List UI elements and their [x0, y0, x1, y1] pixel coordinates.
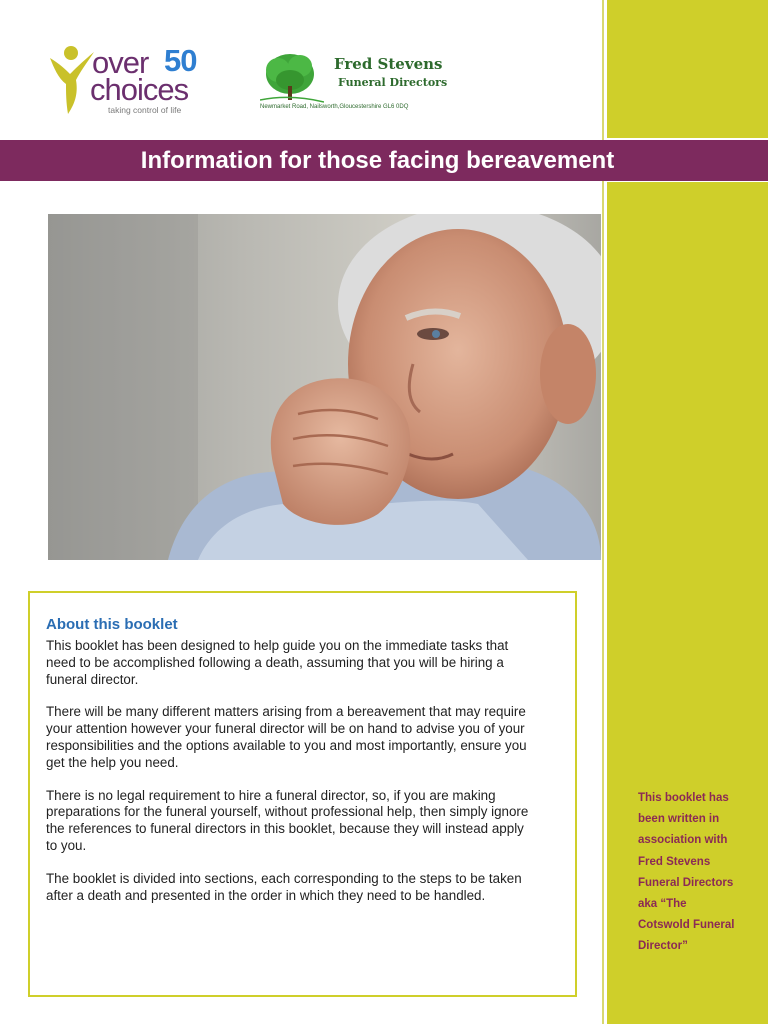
- logo-tagline: taking control of life: [108, 105, 182, 115]
- about-body: [46, 638, 536, 920]
- about-paragraph-3: There is no legal requirement to hire a funeral director, so, if you are making preparations for the funeral yourself, without professional help, then simply ignore the references to funeral directors in this booklet, because they will instead apply to you.: [46, 787, 529, 853]
- elderly-man-photo: [48, 214, 601, 560]
- about-paragraph-2: There will be many different matters arising from a bereavement that may require your attention however your funeral director will be on hand to advise you of your responsibilities and the options available to you and most importantly, ensure you get the help you need.: [46, 704, 527, 770]
- about-paragraph-4: The booklet is divided into sections, each corresponding to the steps to be taken after a death and presented in the order in which they need to be handled.: [46, 870, 522, 903]
- about-heading: About this booklet: [46, 616, 178, 633]
- sidebar-association-note: This booklet has been written in association with Fred Stevens Funeral Directors aka “The Cotswold Funeral Director”: [638, 792, 735, 953]
- fred-stevens-name: Fred Stevens: [334, 55, 443, 73]
- page-title: Information for those facing bereavement: [140, 147, 615, 174]
- logo-word-over: over: [92, 45, 149, 80]
- logo-number: 50: [164, 43, 197, 78]
- about-booklet-box: [28, 591, 577, 997]
- sidebar-top-panel: [607, 0, 768, 138]
- tree-icon: [260, 50, 324, 106]
- fred-stevens-logo: [258, 50, 458, 115]
- fred-stevens-subtitle: Funeral Directors: [338, 76, 448, 89]
- over50-choices-logo: [44, 40, 214, 115]
- about-paragraph-1: This booklet has been designed to help guide you on the immediate tasks that need to be accomplished following a death, assuming that you will be hiring a funeral director.: [46, 638, 509, 687]
- logo-word-choices: choices: [90, 72, 189, 107]
- fred-stevens-address: Newmarket Road, Nailsworth,Gloucestershire GL6 0DQ: [260, 104, 409, 110]
